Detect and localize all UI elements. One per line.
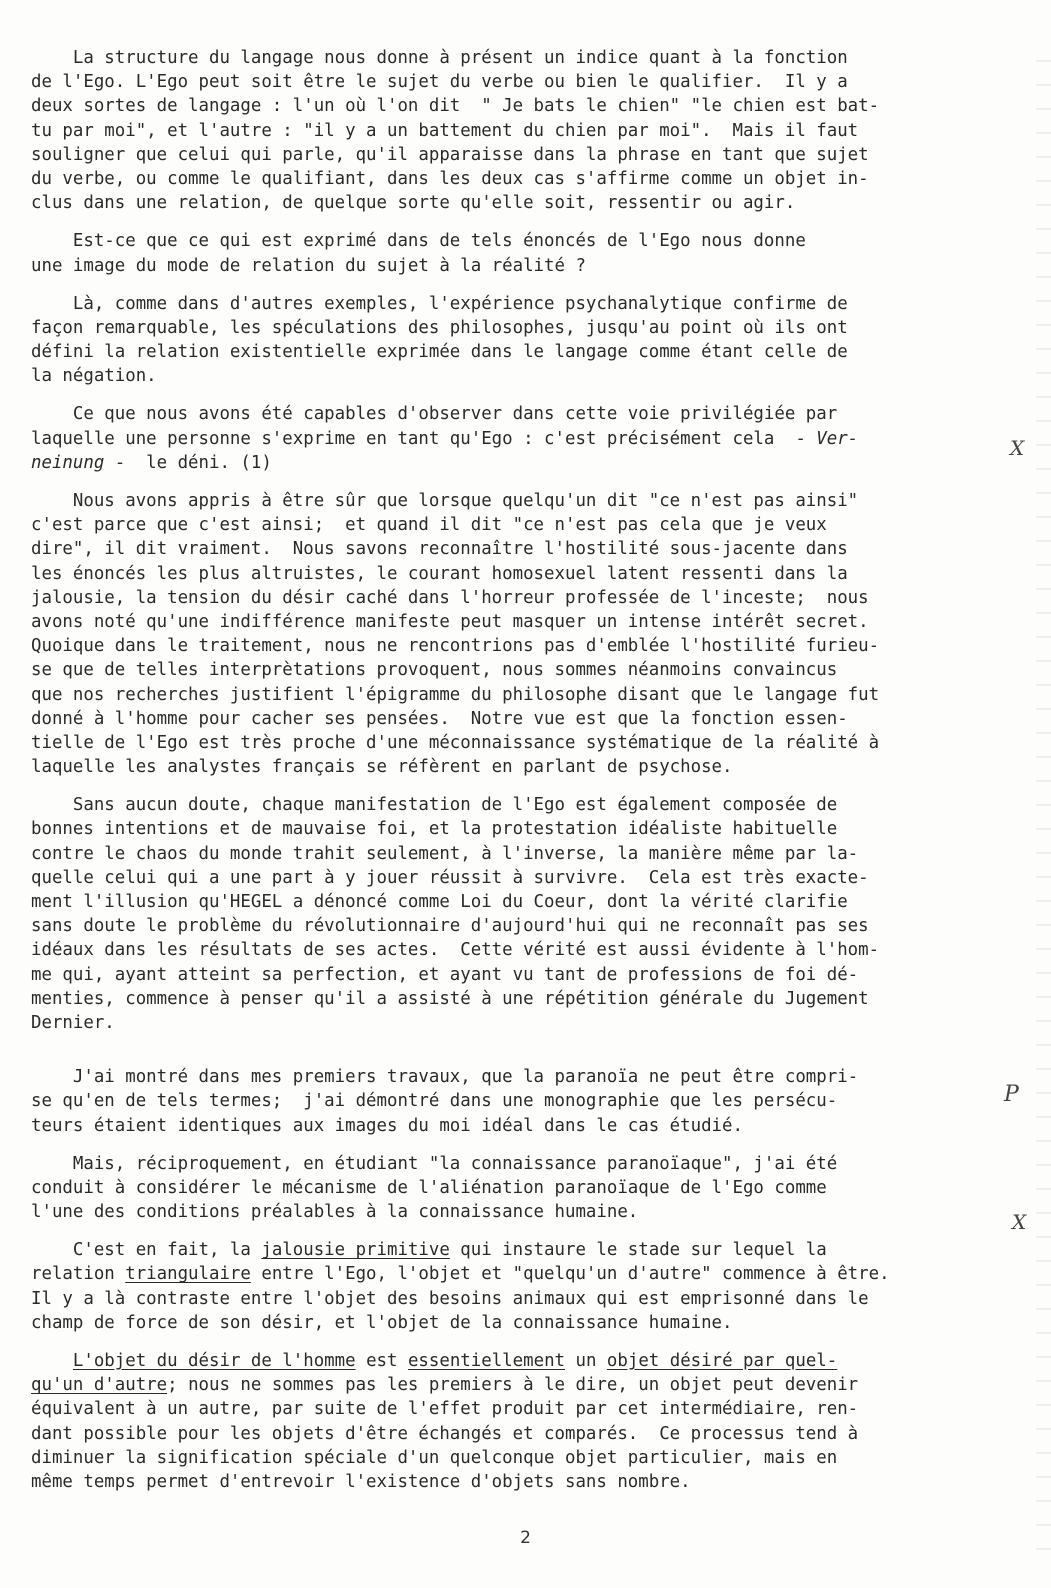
text-line: jalousie, la tension du désir caché dans l'horreur professée de l'inceste; nous [31, 587, 869, 608]
text-line: les énoncés les plus altruistes, le courant homosexuel latent ressenti dans la [31, 563, 848, 584]
text-line: une image du mode de relation du sujet à la réalité ? [31, 255, 586, 276]
paragraph [31, 793, 1016, 1035]
text-line: Est-ce que ce qui est exprimé dans de tels énoncés de l'Ego nous donne [31, 231, 806, 252]
margin-mark-x: X [1012, 1210, 1027, 1234]
paragraph [31, 229, 1016, 277]
text-line: sans doute le problème du révolutionnaire d'aujourd'hui qui ne reconnaît pas ses [31, 916, 869, 937]
text-line: tielle de l'Ego est très proche d'une méconnaissance systématique de la réalité à [31, 732, 880, 753]
text-line: laquelle une personne s'exprime en tant qu'Ego : c'est précisément cela - Ver- [31, 428, 859, 449]
text-line: se que de telles interprètations provoquent, nous sommes néanmoins convaincus [31, 660, 838, 681]
text-line: de l'Ego. L'Ego peut soit être le sujet du verbe ou bien le qualifier. Il y a [31, 72, 848, 93]
text-line: qu'un d'autre; nous ne sommes pas les premiers à le dire, un objet peut devenir [31, 1375, 859, 1396]
margin-mark-x: X [1010, 436, 1025, 460]
text-line: idéaux dans les résultats de ses actes. Cette vérité est aussi évidente à l'hom- [31, 940, 880, 961]
text-line: quelle celui qui a une part à y jouer réussit à survivre. Cela est très exacte- [31, 867, 869, 888]
text-line: relation triangulaire entre l'Ego, l'objet et "quelqu'un d'autre" commence à être. [31, 1264, 890, 1285]
text-line: même temps permet d'entrevoir l'existence d'objets sans nombre. [31, 1471, 691, 1492]
margin-mark-p: P [1004, 1082, 1019, 1107]
text-line: façon remarquable, les spéculations des philosophes, jusqu'au point où ils ont [31, 317, 848, 338]
text-line: tu par moi", et l'autre : "il y a un battement du chien par moi". Mais il faut [31, 120, 859, 141]
text-line: contre le chaos du monde trahit seulement, à l'inverse, la manière même par la- [31, 843, 859, 864]
text-line: L'objet du désir de l'homme est essentiellement un objet désiré par quel- [72, 1351, 838, 1371]
underlined-phrase: objet désiré par quel- [606, 1351, 838, 1371]
paragraph [31, 1152, 1016, 1225]
text-line: donné à l'homme pour cacher ses pensées. Notre vue est que la fonction essen- [31, 708, 848, 729]
underlined-phrase: L'objet du désir de l'homme [72, 1351, 356, 1371]
italic-term: neinung [31, 452, 105, 473]
text-line: c'est parce que c'est ainsi; et quand il dit "ce n'est pas cela que je veux [31, 515, 827, 536]
text-line: neinung - le déni. (1) [31, 452, 272, 473]
text-line: Nous avons appris à être sûr que lorsque quelqu'un dit "ce n'est pas ainsi" [31, 491, 859, 511]
text-line: diminuer la signification spéciale d'un quelconque objet particulier, mais en [31, 1447, 838, 1468]
text-line: C'est en fait, la jalousie primitive qui instaure le stade sur lequel la [31, 1240, 827, 1261]
paragraph [31, 1238, 1016, 1335]
text-line: la négation. [31, 366, 157, 387]
text-line: l'une des conditions préalables à la connaissance humaine. [31, 1202, 639, 1223]
text-line: Il y a là contraste entre l'objet des besoins animaux qui est emprisonné dans le [31, 1288, 869, 1309]
page-number: 2 [520, 1528, 531, 1548]
text-line: dant possible pour les objets d'être échangés et comparés. Ce processus tend à [31, 1423, 859, 1444]
document-body [31, 46, 1016, 1508]
text-line: Ce que nous avons été capables d'observer dans cette voie privilégiée par [31, 404, 838, 425]
text-line: Mais, réciproquement, en étudiant "la connaissance paranoïaque", j'ai été [31, 1153, 838, 1174]
paragraph [31, 1349, 1016, 1494]
text-line: Quoique dans le traitement, nous ne rencontrions pas d'emblée l'hostilité furieu- [31, 636, 880, 657]
text-line: conduit à considérer le mécanisme de l'aliénation paranoïaque de l'Ego comme [31, 1177, 827, 1198]
underlined-phrase: triangulaire [125, 1264, 251, 1285]
text-line: avons noté qu'une indifférence manifeste peut masquer un intense intérêt secret. [31, 611, 869, 632]
text-line: La structure du langage nous donne à présent un indice quant à la fonction [31, 48, 848, 68]
bleed-through-edge [1036, 60, 1051, 1560]
text-line: champ de force de son désir, et l'objet de la connaissance humaine. [31, 1312, 733, 1333]
underlined-phrase: qu'un d'autre [31, 1375, 168, 1396]
text-line: J'ai montré dans mes premiers travaux, que la paranoïa ne peut être compri- [31, 1067, 859, 1088]
text-line: dire", il dit vraiment. Nous savons reconnaître l'hostilité sous-jacente dans [31, 539, 848, 560]
paragraph [31, 1065, 1016, 1138]
paragraph [31, 46, 1016, 215]
text-line: clus dans une relation, de quelque sorte qu'elle soit, ressentir ou agir. [31, 193, 796, 214]
text-line: ment l'illusion qu'HEGEL a dénoncé comme Loi du Coeur, dont la vérité clarifie [31, 892, 848, 912]
paragraph [31, 402, 1016, 475]
paragraph [31, 292, 1016, 389]
text-line: me qui, ayant atteint sa perfection, et ayant vu tant de professions de foi dé- [31, 964, 859, 985]
text-line: se qu'en de tels termes; j'ai démontré dans une monographie que les persécu- [31, 1091, 838, 1112]
text-line: que nos recherches justifient l'épigramme du philosophe disant que le langage fut [31, 684, 880, 705]
italic-term: Ver- [816, 428, 859, 449]
underlined-phrase: essentiellement [407, 1351, 566, 1371]
text-line: laquelle les analystes français se réfèrent en parlant de psychose. [31, 757, 733, 778]
text-line: souligner que celui qui parle, qu'il apparaisse dans la phrase en tant que sujet [31, 144, 869, 165]
text-line: Dernier. [31, 1012, 115, 1033]
text-line: Là, comme dans d'autres exemples, l'expérience psychanalytique confirme de [31, 293, 848, 314]
text-line: deux sortes de langage : l'un où l'on dit " Je bats le chien" "le chien est bat- [31, 96, 880, 117]
text-line: équivalent à un autre, par suite de l'effet produit par cet intermédiaire, ren- [31, 1399, 859, 1420]
text-line: Sans aucun doute, chaque manifestation de l'Ego est également composée de [31, 795, 838, 816]
text-line: teurs étaient identiques aux images du moi idéal dans le cas étudié. [31, 1115, 743, 1136]
text-line: menties, commence à penser qu'il a assisté à une répétition générale du Jugement [31, 988, 869, 1009]
text-line: bonnes intentions et de mauvaise foi, et la protestation idéaliste habituelle [31, 819, 838, 840]
text-line: du verbe, ou comme le qualifiant, dans les deux cas s'affirme comme un objet in- [31, 168, 869, 189]
underlined-phrase: jalousie primitive [261, 1240, 450, 1261]
paragraph [31, 489, 1016, 779]
text-line: défini la relation existentielle exprimée dans le langage comme étant celle de [31, 342, 848, 363]
